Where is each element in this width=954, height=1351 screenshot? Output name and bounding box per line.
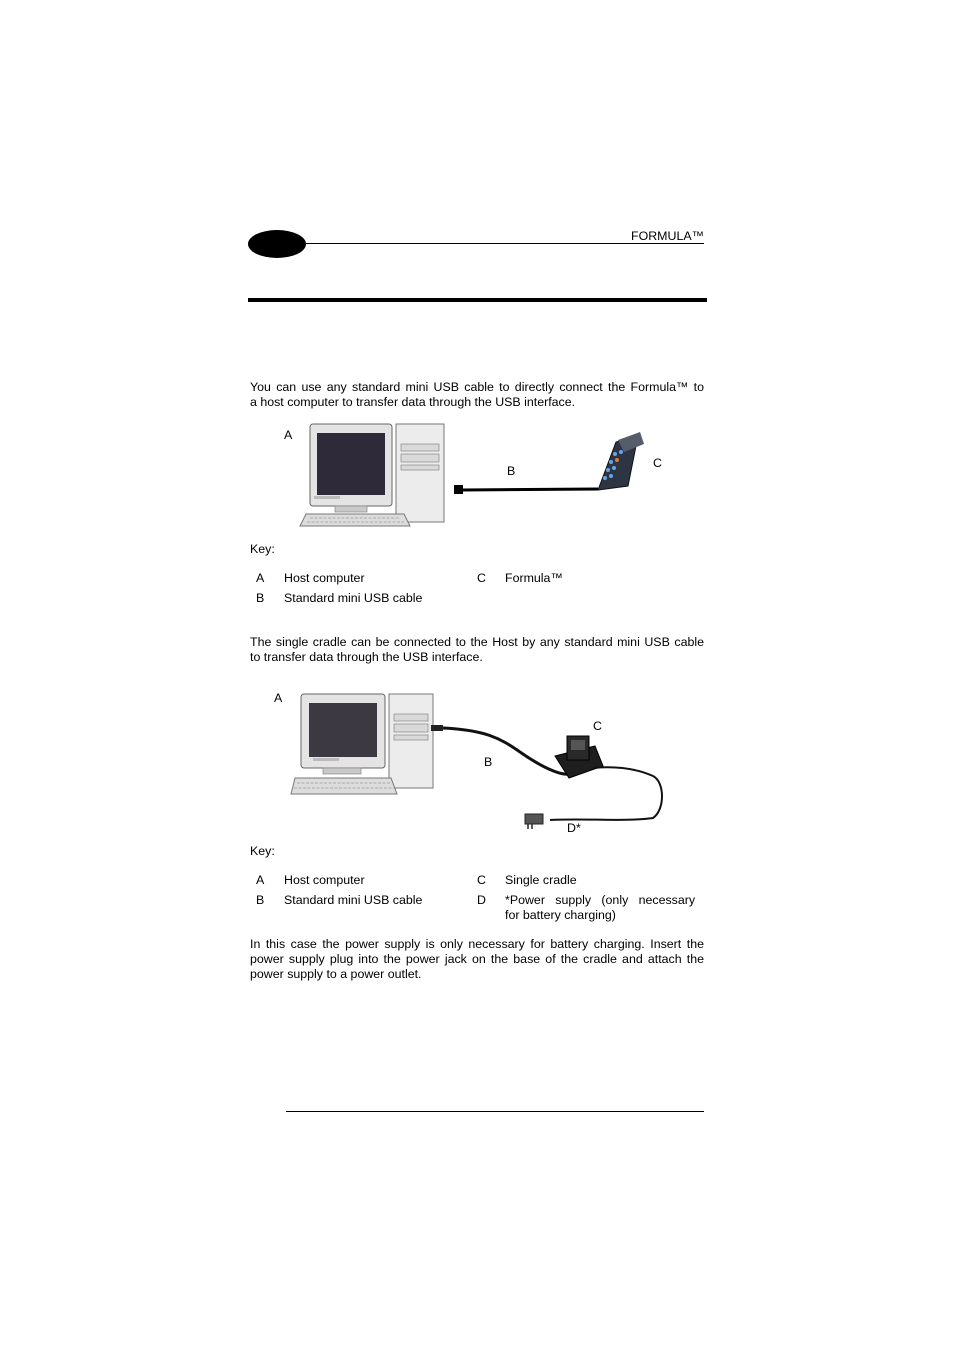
- section1-intro-line1: You can use any standard mini USB cable to directly connect the Formula™ to: [250, 380, 704, 394]
- note-line2: power supply plug into the power jack on the base of the cradle and attach the: [250, 952, 704, 966]
- mini-usb-cable: [431, 725, 570, 774]
- key2-title: Key:: [250, 844, 275, 858]
- figure1-label-c: C: [653, 456, 662, 470]
- key2-text-c: Single cradle: [505, 873, 577, 887]
- note-line1: In this case the power supply is only necessary for battery charging. Insert the: [250, 937, 704, 951]
- single-cradle-illustration: [555, 736, 603, 778]
- key2-letter-a: A: [256, 873, 265, 887]
- header-product-name: FORMULA™: [631, 229, 704, 243]
- page-number-tab: [248, 230, 306, 258]
- key1-title: Key:: [250, 542, 275, 556]
- key1-text-a: Host computer: [284, 571, 365, 585]
- key2-text-a: Host computer: [284, 873, 365, 887]
- section2-intro-line1: The single cradle can be connected to the Host by any standard mini USB cable: [250, 635, 704, 649]
- key2-letter-b: B: [256, 893, 265, 907]
- key2-text-b: Standard mini USB cable: [284, 893, 423, 907]
- section-rule: [248, 298, 707, 302]
- power-supply-plug: [525, 814, 543, 829]
- section1-intro-line2: a host computer to transfer data through the USB interface.: [250, 395, 576, 409]
- key2-letter-c: C: [477, 873, 486, 887]
- footer-rule: [286, 1111, 704, 1112]
- figure-direct-usb-connection: [280, 418, 680, 533]
- key2-letter-d: D: [477, 893, 486, 907]
- section2-intro-line2: to transfer data through the USB interface.: [250, 650, 483, 664]
- figure1-label-a: A: [284, 428, 293, 442]
- key1-letter-c: C: [477, 571, 486, 585]
- key2-text-d-line2: for battery charging): [505, 908, 616, 922]
- figure2-label-c: C: [593, 719, 602, 733]
- key1-text-b: Standard mini USB cable: [284, 591, 423, 605]
- key1-text-c: Formula™: [505, 571, 563, 585]
- figure-cradle-usb-connection: [285, 690, 680, 835]
- key2-text-d-line1: *Power supply (only necessary: [505, 893, 696, 907]
- note-line3: power supply to a power outlet.: [250, 967, 422, 981]
- figure2-label-d: D*: [567, 821, 581, 835]
- host-computer-illustration: [300, 424, 444, 526]
- host-computer-illustration: [291, 694, 433, 794]
- figure2-label-b: B: [484, 755, 493, 769]
- key1-letter-a: A: [256, 571, 265, 585]
- formula-device-illustration: [598, 432, 644, 490]
- figure1-label-b: B: [507, 464, 516, 478]
- key1-letter-b: B: [256, 591, 265, 605]
- mini-usb-cable: [454, 485, 598, 494]
- figure2-label-a: A: [274, 691, 283, 705]
